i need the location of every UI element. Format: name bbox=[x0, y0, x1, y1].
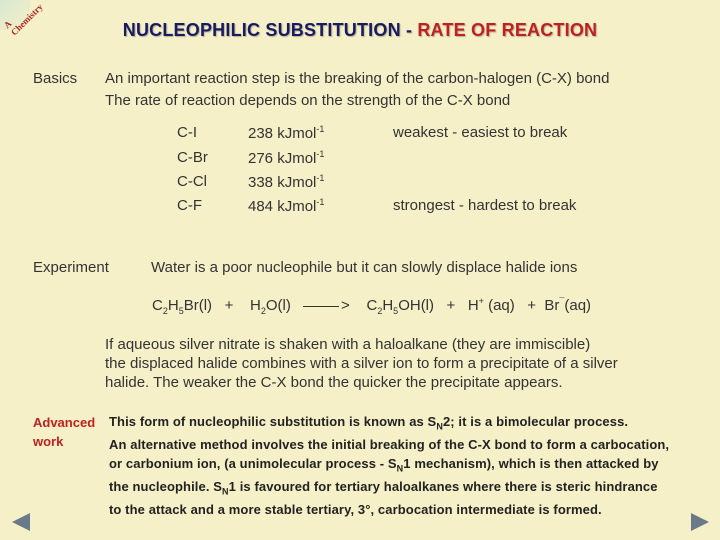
bond-name: C-Cl bbox=[177, 173, 207, 190]
reactant-ethyl-bromide: $C_2H_5Br(l)$ bbox=[152, 297, 213, 316]
bond-energy: 276 kJmol$^{-1}$ bbox=[248, 149, 325, 167]
bond-name: C-Br bbox=[177, 149, 208, 166]
plus-sign: + bbox=[224, 297, 234, 314]
product-ethanol: $C_2H_5OH(l)$ bbox=[366, 297, 435, 316]
basics-label: Basics bbox=[33, 70, 78, 87]
basics-line2: The rate of reaction depends on the strength of the C-X bond bbox=[105, 92, 511, 109]
paragraph-line: the displaced halide combines with a silver ion to form a precipitate of a silver bbox=[105, 355, 618, 372]
bond-note: strongest - hardest to break bbox=[393, 197, 577, 214]
product-bromide-ion: Br¯(aq) bbox=[544, 296, 592, 314]
advanced-line: An alternative method involves the initial breaking of the C-X bond to form a carbocation, bbox=[109, 437, 670, 453]
advanced-text bbox=[109, 413, 669, 520]
experiment-paragraph bbox=[105, 335, 618, 392]
reaction-equation bbox=[152, 296, 591, 316]
bond-energy: 238 kJmol$^{-1}$ bbox=[248, 124, 325, 142]
basics-line1: An important reaction step is the breaking of the carbon-halogen (C-X) bond bbox=[105, 70, 610, 87]
experiment-statement: Water is a poor nucleophile but it can slowly displace halide ions bbox=[151, 259, 578, 276]
page-title bbox=[0, 20, 720, 41]
bond-energy: 484 kJmol$^{-1}$ bbox=[248, 197, 325, 215]
bond-name: C-I bbox=[177, 124, 197, 141]
logo-text: A Chemistry bbox=[1, 1, 45, 38]
bond-name: C-F bbox=[177, 197, 202, 214]
previous-slide-icon[interactable] bbox=[12, 513, 30, 531]
title-part2: RATE OF REACTION bbox=[417, 20, 598, 40]
advanced-line: to the attack and a more stable tertiary, 3°, carbocation intermediate is formed. bbox=[109, 502, 602, 518]
experiment-label: Experiment bbox=[33, 259, 109, 276]
plus-sign: + bbox=[446, 297, 456, 314]
plus-sign: + bbox=[527, 297, 537, 314]
paragraph-line: halide. The weaker the C-X bond the quicker the precipitate appears. bbox=[105, 374, 563, 391]
product-hydrogen-ion: H+ (aq) bbox=[467, 296, 515, 314]
advanced-label: Advanced work bbox=[33, 415, 96, 449]
reaction-arrow-line bbox=[303, 306, 339, 307]
title-part1: NUCLEOPHILIC SUBSTITUTION - bbox=[122, 20, 418, 40]
reactant-water: $H_2O(l)$ bbox=[250, 297, 291, 316]
reaction-arrow-head: > bbox=[341, 297, 350, 314]
bond-energy: 338 kJmol$^{-1}$ bbox=[248, 173, 325, 191]
bond-note: weakest - easiest to break bbox=[393, 124, 568, 141]
advanced-line: This form of nucleophilic substitution is known as $S_N2$; it is a bimolecular process. bbox=[109, 414, 629, 432]
paragraph-line: If aqueous silver nitrate is shaken with a haloalkane (they are immiscible) bbox=[105, 336, 591, 353]
advanced-line: or carbonium ion, (a unimolecular process - $S_N1$ mechanism), which is then attacked by bbox=[109, 455, 659, 474]
advanced-line: the nucleophile. $S_N1$ is favoured for tertiary haloalkanes where there is steric hindrance bbox=[109, 478, 658, 497]
next-slide-icon[interactable] bbox=[691, 513, 709, 531]
